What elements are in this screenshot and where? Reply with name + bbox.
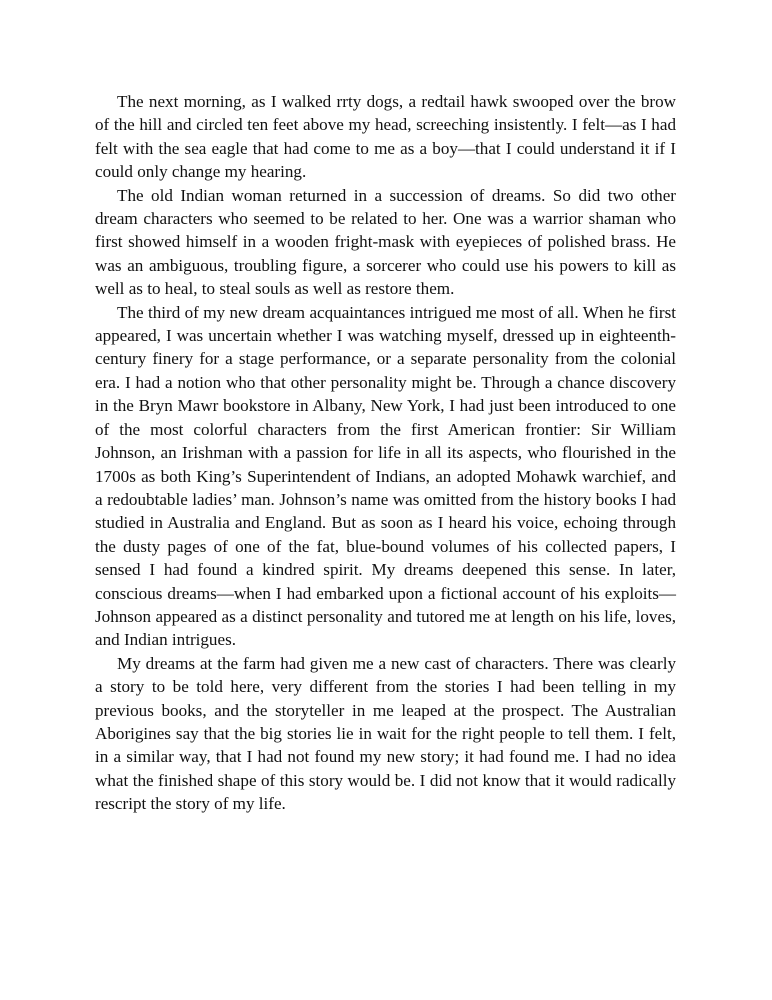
paragraph-3: The third of my new dream acquaintances intrigued me most of all. When he first appeared, I was uncertain whether I was watching myself, dressed up in eighteenth-century finery for a stage performance, or a separate personality from the colonial era. I had a notion who that other personality might be. Through a chance discovery in the Bryn Mawr bookstore in Albany, New York, I had just been introduced to one of the most colorful characters from the first American frontier: Sir William Johnson, an Irishman with a passion for life in all its aspects, who flourished in the 1700s as both King’s Superintendent of Indians, an adopted Mohawk warchief, and a redoubtable ladies’ man. Johnson’s name was omitted from the history books I had studied in Australia and England. But as soon as I heard his voice, echoing through the dusty pages of one of the fat, blue-bound volumes of his collected papers, I sensed I had found a kindred spirit. My dreams deepened this sense. In later, conscious dreams—when I had embarked upon a fictional account of his exploits—Johnson appeared as a distinct personality and tutored me at length on his life, loves, and Indian intrigues.: [95, 302, 676, 650]
body-text: [95, 90, 676, 816]
paragraph-4: My dreams at the farm had given me a new cast of characters. There was clearly a story to be told here, very different from the stories I had been telling in my previous books, and the storyteller in me leaped at the prospect. The Australian Aborigines say that the big stories lie in wait for the right people to tell them. I felt, in a similar way, that I had not found my new story; it had found me. I had no idea what the finished shape of this story would be. I did not know that it would radically rescript the story of my life.: [95, 653, 676, 814]
paragraph-1: The next morning, as I walked rrty dogs, a redtail hawk swooped over the brow of the hill and circled ten feet above my head, screeching insistently. I felt—as I had felt with the sea eagle that had come to me as a boy—that I could understand it if I could only change my hearing.: [95, 92, 676, 182]
paragraph-2: The old Indian woman returned in a succession of dreams. So did two other dream characters who seemed to be related to her. One was a warrior shaman who first showed himself in a wooden fright-mask with eyepieces of polished brass. He was an ambiguous, troubling figure, a sorcerer who could use his powers to kill as well as to heal, to steal souls as well as restore them.: [95, 185, 676, 299]
